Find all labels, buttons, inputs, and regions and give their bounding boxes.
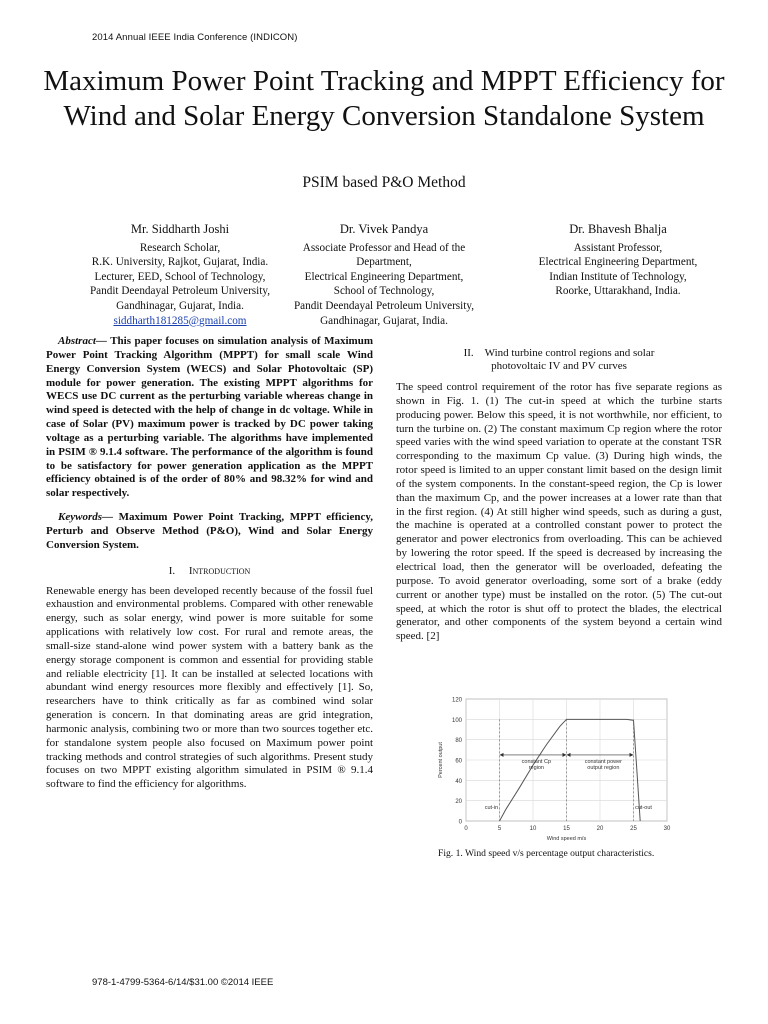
keywords-label: Keywords— <box>58 511 113 524</box>
y-tick-label: 20 <box>455 799 462 806</box>
chart-annotation: region <box>528 765 544 772</box>
abstract <box>46 335 373 501</box>
author-affiliation-line: R.K. University, Rajkot, Gujarat, India. <box>91 256 269 269</box>
figure-caption: Fig. 1. Wind speed v/s percentage output characteristics. <box>438 848 655 859</box>
author-email-link[interactable]: siddharth181285@gmail.com <box>113 314 247 327</box>
chart-annotation: constant power <box>584 759 623 766</box>
abstract-text: This paper focuses on simulation analysis of Maximum Power Point Tracking Algorithm (MPPT) for small scale Wind Energy Conversion System (WECS) and Solar Photovoltaic (SP) module for power generation. The existing MPPT algorithms for WECS use DC current as the perturbing variable whereas change in wind speed is detected with the help of change in dc voltage. While in case of Solar (PV) maximum power is tracked by DC power taking voltage as a perturbing variable. The algorithms have implemented in PSIM ® 9.1.4 software. The performance of the algorithm is found to be satisfactory for power generation application as the MPPT efficiency obtained is of the order of 80% and 98.32% for wind and solar respectively. <box>46 335 373 500</box>
paper-title: Maximum Power Point Tracking and MPPT Efficiency for Wind and Solar Energy Conversion Standalone System <box>43 65 725 132</box>
author-affiliation-line: Electrical Engineering Department, <box>538 256 698 269</box>
x-tick-label: 10 <box>529 826 537 832</box>
section-number: I. <box>168 564 176 577</box>
author-affiliation-line: Department, <box>356 256 412 269</box>
x-tick-label: 15 <box>563 826 570 832</box>
author-name: Mr. Siddharth Joshi <box>130 222 230 236</box>
author-affiliation-line: Pandit Deendayal Petroleum University, <box>89 285 271 298</box>
author-affiliation-line: Gandhinagar, Gujarat, India. <box>320 314 448 327</box>
author-affiliation-line: Indian Institute of Technology, <box>549 270 687 283</box>
chart-annotation: cut-in <box>484 804 499 811</box>
copyright-footer: 978-1-4799-5364-6/14/$31.00 ©2014 IEEE <box>92 977 274 988</box>
author-block <box>258 222 510 328</box>
chart-annotation: constant Cp <box>521 759 552 766</box>
y-axis-label: Percent output <box>438 742 444 778</box>
right-column <box>396 347 722 644</box>
section-title-line-2: photovoltaic IV and PV curves <box>491 360 627 372</box>
author-affiliation-line: Electrical Engineering Department, <box>304 270 464 283</box>
author-affiliation-line: Roorke, Uttarakhand, India. <box>555 285 681 298</box>
x-tick-label: 20 <box>596 826 604 832</box>
chart-annotation: cut-out <box>635 804 652 811</box>
section-heading <box>46 565 373 579</box>
y-tick-label: 120 <box>451 697 462 704</box>
keywords <box>46 511 373 553</box>
author-name: Dr. Bhavesh Bhalja <box>569 222 667 236</box>
section-heading <box>396 347 722 373</box>
chart-annotation: output region <box>587 765 620 772</box>
author-affiliation-line: Pandit Deendayal Petroleum University, <box>293 299 475 312</box>
paper-subtitle: PSIM based P&O Method <box>302 174 466 191</box>
author-block <box>498 222 738 299</box>
keywords-text: Maximum Power Point Tracking, MPPT efficiency, Perturb and Observe Method (P&O), Wind and Solar Energy Conversion System. <box>46 511 373 551</box>
x-tick-label: 5 <box>497 826 502 832</box>
y-tick-label: 40 <box>455 778 462 785</box>
y-tick-label: 0 <box>458 819 462 826</box>
author-affiliation-line: Assistant Professor, <box>573 241 663 254</box>
x-tick-label: 30 <box>663 826 671 832</box>
section-number: II. <box>463 347 474 359</box>
x-tick-label: 0 <box>464 826 468 832</box>
conference-header: 2014 Annual IEEE India Conference (INDICON) <box>92 32 298 43</box>
author-affiliation-line: Associate Professor and Head of the <box>302 241 466 254</box>
y-tick-label: 100 <box>451 717 462 724</box>
left-column <box>46 335 373 792</box>
author-affiliation-line: Gandhinagar, Gujarat, India. <box>116 299 244 312</box>
author-affiliation-line: School of Technology, <box>333 285 435 298</box>
author-affiliation-line: Lecturer, EED, School of Technology, <box>94 270 266 283</box>
wind-output-chart <box>430 693 680 843</box>
section-title-line-1: Wind turbine control regions and solar <box>484 347 655 359</box>
x-axis-label: Wind speed m/s <box>546 836 587 842</box>
abstract-label: Abstract— <box>58 335 107 347</box>
section-title: Introduction <box>188 564 251 577</box>
section-2-text: The speed control requirement of the rotor has five separate regions as shown in Fig. 1. (1) The cut-in speed at which the turbine starts producing power. Below this speed, it is not worthwhile, nor efficient, to turn the turbine on. (2) The constant maximum Cp region where the rotor speed varies with the wind speed variation to operate at the constant TSR corresponding to the maximum Cp value. (3) During high winds, the rotor speed is limited to an upper constant limit based on the design limit of the system components. In the constant-speed region, the Cp is lower than the maximum Cp, and the power increases at a lower rate than that in the first region. (4) At still higher wind speeds, such as during a gust, the machine is operated at a controlled constant power to protect the generator and power electronics from overloading. This can be achieved by lowering the rotor speed. If the speed is decreased by increasing the electrical load, then the generator will be overloaded, defeating the purpose. To avoid generator overloading, some sort of a brake (eddy current or another type) must be installed on the rotor. (5) The cut-out speed, at which the rotor is shut off to protect the blades, the electrical generator, and other components of the system beyond a certain wind speed. [2] <box>396 381 722 643</box>
x-tick-label: 25 <box>630 826 637 832</box>
y-tick-label: 80 <box>455 738 462 745</box>
y-tick-label: 60 <box>455 758 462 765</box>
author-affiliation-line: Research Scholar, <box>139 241 221 254</box>
introduction-text: Renewable energy has been developed recently because of the fossil fuel exhaustion and environmental problems. Compared with other renewable energy, such as solar energy, wind power is more suitable for some applications with relatively low cost. For rural and remote areas, the small-size stand-alone wind power system with a battery bank as the energy storage component is common and essential for providing stable and reliable electricity [1]. It can be installed at selected locations with abundant wind energy resources more flexibly and effectively [1]. So, researchers have to think critically as far as combined wind solar generation is concern. In that dominating areas are grid integration, harmonic analysis, combining two or more than two sources together etc. for standalone system people also focused on Maximum power point tracking methods and control strategies of such algorithms. Present study focuses on two MPPT existing algorithm simulated in PSIM ® 9.1.4 software to find the efficiency for algorithms. <box>46 584 373 791</box>
author-name: Dr. Vivek Pandya <box>339 222 429 236</box>
